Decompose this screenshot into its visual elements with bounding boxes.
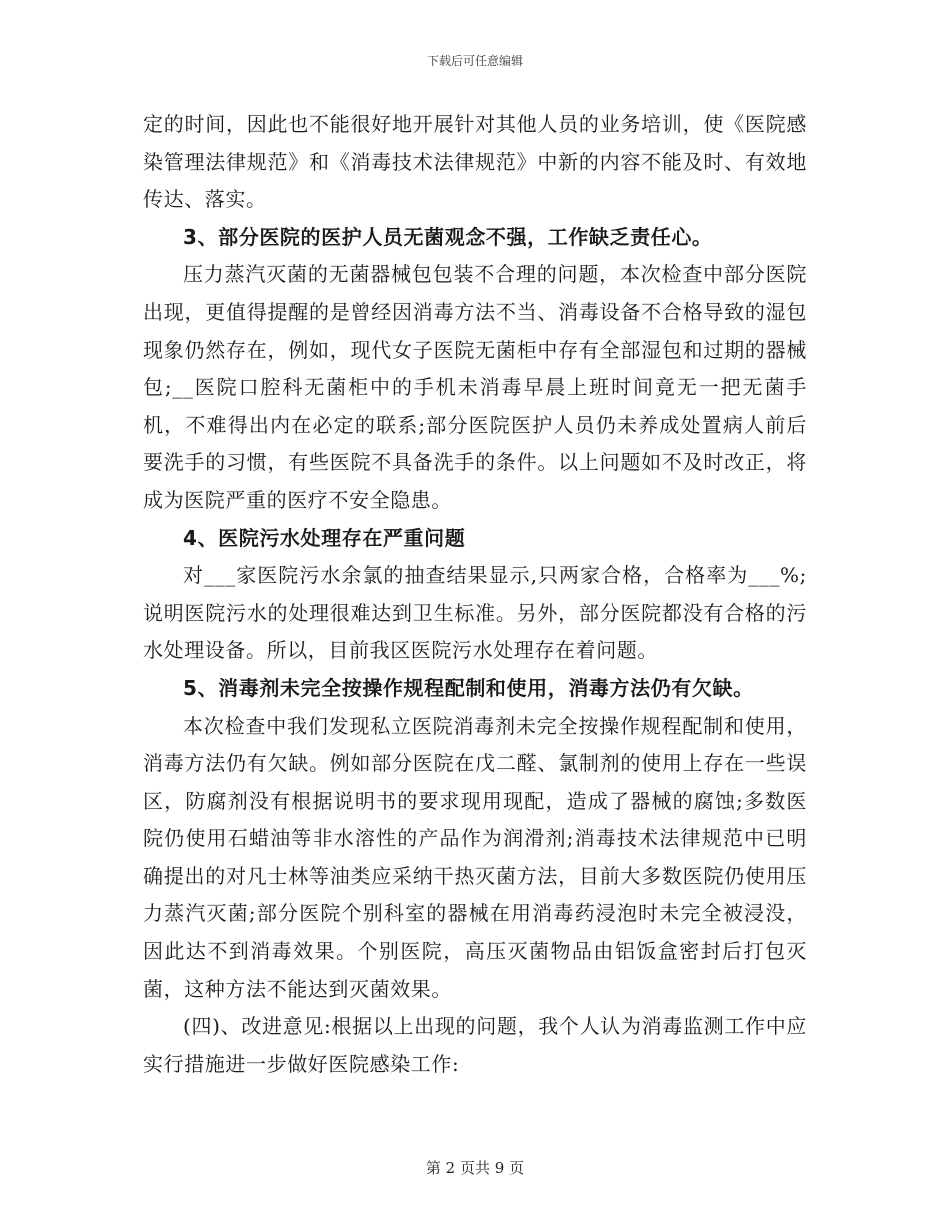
document-body xyxy=(143,106,807,1083)
page-footer: 第 2 页共 9 页 xyxy=(425,1159,525,1177)
paragraph-sterile-concept: 压力蒸汽灭菌的无菌器械包包装不合理的问题，本次检查中部分医院出现，更值得提醒的是曾经因消毒方法不当、消毒设备不合格导致的湿包现象仍然存在，例如，现代女子医院无菌柜中存有全部湿包和过期的器械包;__医院口腔科无菌柜中的手机未消毒早晨上班时间竟无一把无菌手机，不难得出内在必定的联系;部分医院医护人员仍未养成处置病人前后要洗手的习惯，有些医院不具备洗手的条件。以上问题如不及时改正，将成为医院严重的医疗不安全隐患。 xyxy=(143,262,807,512)
section-heading-3: 3、部分医院的医护人员无菌观念不强，工作缺乏责任心。 xyxy=(183,224,713,249)
paragraph-improvement: (四)、改进意见:根据以上出现的问题，我个人认为消毒监测工作中应实行措施进一步做好医院感染工作: xyxy=(143,1014,807,1076)
paragraph-continuation: 定的时间，因此也不能很好地开展针对其他人员的业务培训，使《医院感染管理法律规范》和《消毒技术法律规范》中新的内容不能及时、有效地传达、落实。 xyxy=(143,112,807,212)
section-heading-4: 4、医院污水处理存在严重问题 xyxy=(183,525,466,550)
paragraph-disinfectant: 本次检查中我们发现私立医院消毒剂未完全按操作规程配制和使用，消毒方法仍有欠缺。例如部分医院在戊二醛、氯制剂的使用上存在一些误区，防腐剂没有根据说明书的要求现用现配，造成了器械的腐蚀;多数医院仍使用石蜡油等非水溶性的产品作为润滑剂;消毒技术法律规范中已明确提出的对凡士林等油类应采纳干热灭菌方法，目前大多数医院仍使用压力蒸汽灭菌;部分医院个别科室的器械在用消毒药浸泡时未完全被浸没，因此达不到消毒效果。个别医院，高压灭菌物品由铝饭盒密封后打包灭菌，这种方法不能达到灭菌效果。 xyxy=(143,713,807,1001)
paragraph-sewage: 对___家医院污水余氯的抽查结果显示,只两家合格，合格率为___%;说明医院污水的处理很难达到卫生标准。另外，部分医院都没有合格的污水处理设备。所以，目前我区医院污水处理存在着问题。 xyxy=(143,563,807,663)
section-heading-5: 5、消毒剂未完全按操作规程配制和使用，消毒方法仍有欠缺。 xyxy=(183,675,754,700)
page-header: 下载后可任意编辑 xyxy=(426,54,523,68)
